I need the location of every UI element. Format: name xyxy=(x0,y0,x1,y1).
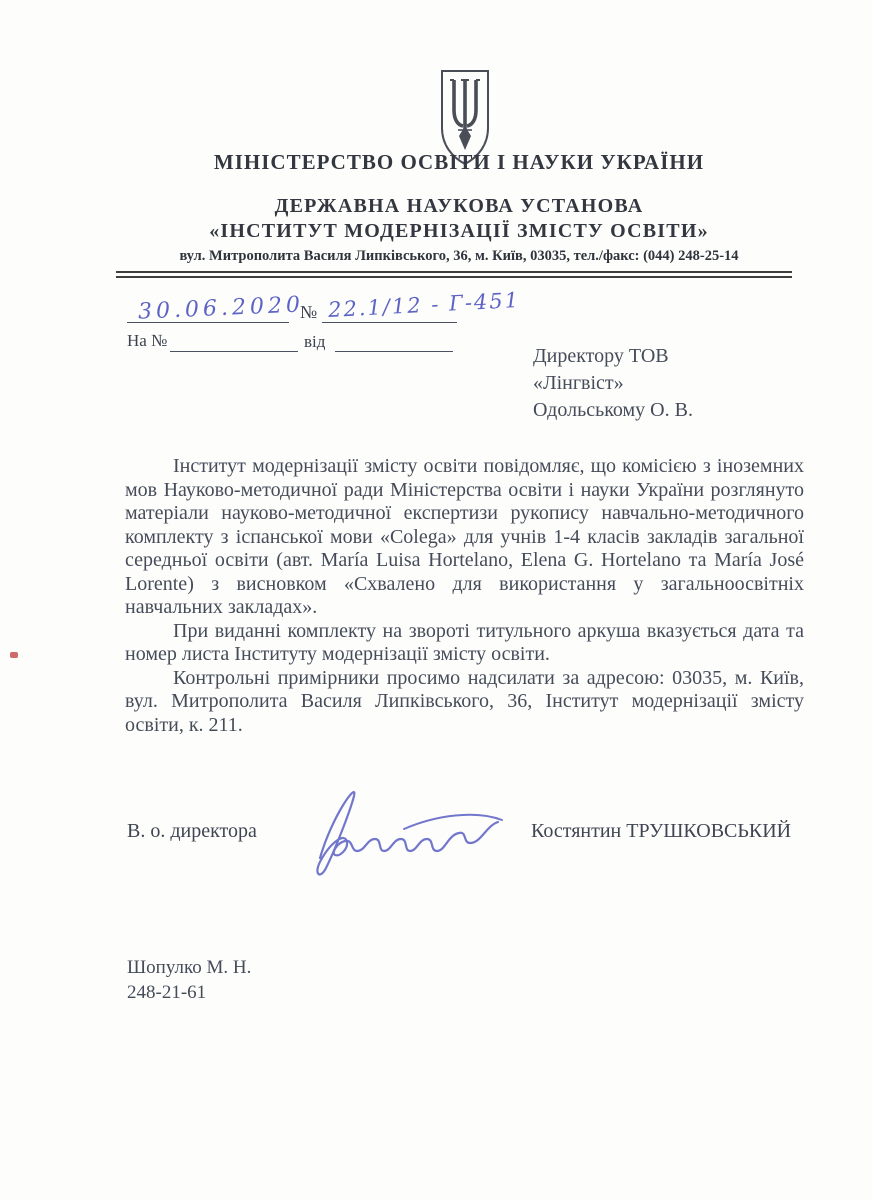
organization-address: вул. Митрополита Василя Липківського, 36, м. Київ, 03035, тел./факс: (044) 248-25-14 xyxy=(179,248,739,264)
signer-position-title: В. о. директора xyxy=(127,820,257,842)
handwritten-date: 30.06.2020 xyxy=(137,292,305,325)
reply-number-label: На № xyxy=(127,331,168,350)
ministry-title: МІНІСТЕРСТВО ОСВІТИ І НАУКИ УКРАЇНИ xyxy=(213,150,705,174)
letterhead-divider xyxy=(116,271,792,278)
signer-name: Костянтин ТРУШКОВСЬКИЙ xyxy=(531,820,792,842)
executor-block xyxy=(127,955,251,1005)
recipient-line: Одольському О. В. xyxy=(533,399,693,421)
body-paragraph: Інститут модернізації змісту освіти повідомляє, що комісією з іноземних мов Науково-методичної ради Міністерства освіти і науки України розглянуто матеріали науково-методичної експертизи рукопису навчально-методичного комплекту з іспанської мови «Colega» для учнів 1-4 класів закладів загальної середньої освіти (авт. María Luisa Hortelano, Elena G. Hortelano та María José Lorente) з висновком «Схвалено для використання у загальноосвітніх навчальних закладах». xyxy=(125,455,804,618)
handwritten-outgoing-number: 22.1/12 - Г-451 xyxy=(327,287,521,323)
letter-body xyxy=(125,455,804,737)
handwritten-signature-icon xyxy=(286,772,514,888)
executor-phone: 248-21-61 xyxy=(127,982,207,1003)
number-sign-label: № xyxy=(300,302,318,322)
number-blank-line xyxy=(322,300,457,323)
body-paragraph: Контрольні примірники просимо надсилати за адресою: 03035, м. Київ, вул. Митрополита Василя Липківського, 36, Інститут модернізації змісту освіти, к. 211. xyxy=(125,666,804,736)
reply-date-label: від xyxy=(304,332,326,351)
date-blank-line xyxy=(127,300,289,323)
executor-name: Шопулко М. Н. xyxy=(127,957,252,978)
organization-title xyxy=(118,194,800,244)
reply-date-blank-line xyxy=(335,330,453,352)
organization-line-2: «ІНСТИТУТ МОДЕРНІЗАЦІЇ ЗМІСТУ ОСВІТИ» xyxy=(209,220,709,242)
red-ink-speck xyxy=(10,652,18,658)
body-paragraph: При виданні комплекту на звороті титульного аркуша вказується дата та номер листа Інституту модернізації змісту освіти. xyxy=(125,619,804,665)
recipient-block xyxy=(533,343,693,424)
organization-line-1: ДЕРЖАВНА НАУКОВА УСТАНОВА xyxy=(274,195,644,217)
reply-number-blank-line xyxy=(170,330,298,352)
recipient-line: Директору ТОВ xyxy=(533,345,669,367)
recipient-line: «Лінгвіст» xyxy=(533,372,624,394)
